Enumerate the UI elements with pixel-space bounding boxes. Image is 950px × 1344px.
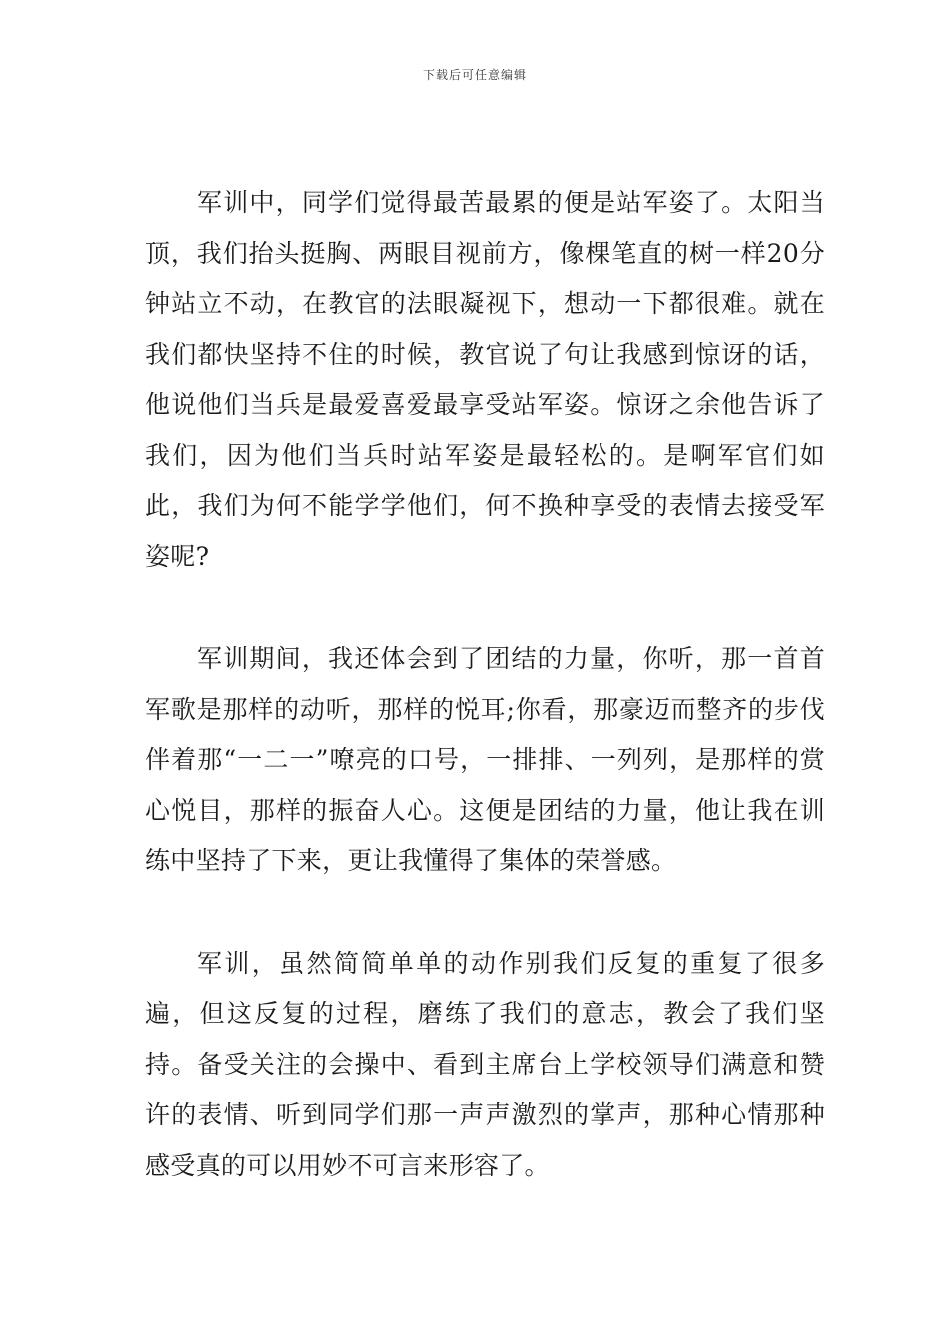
document-body	[145, 178, 825, 1191]
paragraph-standing-posture: 军训中，同学们觉得最苦最累的便是站军姿了。太阳当顶，我们抬头挺胸、两眼目视前方，像棵笔直的树一样20分钟站立不动，在教官的法眼凝视下，想动一下都很难。就在我们都快坚持不住的时候，教官说了句让我感到惊讶的话，他说他们当兵是最爱喜爱最享受站军姿。惊讶之余他告诉了我们，因为他们当兵时站军姿是最轻松的。是啊军官们如此，我们为何不能学学他们，何不换种享受的表情去接受军姿呢?	[145, 188, 825, 571]
header-note: 下载后可任意编辑	[422, 68, 527, 82]
paragraph-unity-strength: 军训期间，我还体会到了团结的力量，你听，那一首首军歌是那样的动听，那样的悦耳;你看，那豪迈而整齐的步伐伴着那“一二一”嘹亮的口号，一排排、一列列，是那样的赏心悦目，那样的振奋人心。这便是团结的力量，他让我在训练中坚持了下来，更让我懂得了集体的荣誉感。	[145, 644, 825, 875]
paragraph-persistence: 军训，虽然简简单单的动作别我们反复的重复了很多遍，但这反复的过程，磨练了我们的意志，教会了我们坚持。备受关注的会操中、看到主席台上学校领导们满意和赞许的表情、听到同学们那一声声激烈的掌声，那种心情那种感受真的可以用妙不可言来形容了。	[145, 948, 825, 1180]
